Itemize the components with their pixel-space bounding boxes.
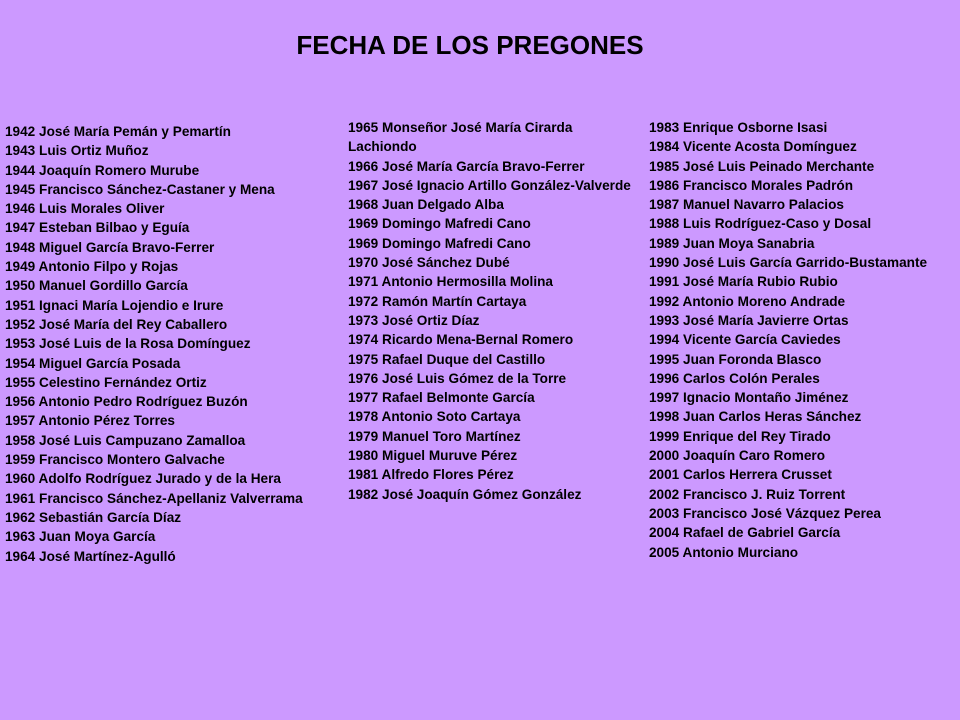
pregonero-entry: 1988 Luis Rodríguez-Caso y Dosal [649,216,872,232]
pregonero-entry: 1982 José Joaquín Gómez González [348,486,582,502]
pregonero-entry: 1989 Juan Moya Sanabria [649,235,815,251]
pregonero-entry: 1942 José María Pemán y Pemartín [5,124,231,139]
pregonero-entry: 1953 José Luis de la Rosa Domínguez [5,336,251,352]
pregonero-entry: 1943 Luis Ortiz Muñoz [5,143,149,159]
pregonero-entry: 1952 José María del Rey Caballero [5,316,228,332]
pregonero-entry: 1961 Francisco Sánchez-Apellaniz Valverrama [5,490,303,506]
pregonero-entry: 1970 José Sánchez Dubé [348,255,510,271]
pregonero-entry: 1992 Antonio Moreno Andrade [649,293,846,309]
pregonero-entry: 1978 Antonio Soto Cartaya [348,409,521,425]
pregonero-entry: 1972 Ramón Martín Cartaya [348,293,527,309]
pregonero-entry: 1962 Sebastián García Díaz [5,509,182,525]
pregonero-entry: 1969 Domingo Mafredi Cano [348,216,531,232]
pregonero-entry: 1995 Juan Foronda Blasco [649,351,822,367]
pregonero-entry: 1980 Miguel Muruve Pérez [348,448,518,464]
pregonero-entry: 2004 Rafael de Gabriel García [649,525,841,541]
pregonero-entry: 1999 Enrique del Rey Tirado [649,428,831,444]
pregonero-entry: 1983 Enrique Osborne Isasi [649,120,828,135]
pregonero-entry: 1946 Luis Morales Oliver [5,201,165,217]
pregonero-entry: 1987 Manuel Navarro Palacios [649,197,844,213]
pregonero-entry: 1979 Manuel Toro Martínez [348,428,521,444]
slide-title: FECHA DE LOS PREGONES [296,30,644,60]
pregonero-entry: 1986 Francisco Morales Padrón [649,177,853,193]
pregonero-entry: 1958 José Luis Campuzano Zamalloa [5,432,246,448]
pregonero-entry: 1959 Francisco Montero Galvache [5,452,225,468]
pregonero-entry: 1969 Domingo Mafredi Cano [348,235,531,251]
pregonero-entry: 1963 Juan Moya García [5,529,156,545]
pregoneros-column-3 [649,118,939,562]
pregonero-entry: 1951 Ignaci María Lojendio e Irure [5,297,224,313]
pregonero-entry: 1945 Francisco Sánchez-Castaner y Mena [5,181,275,197]
pregonero-entry: 1971 Antonio Hermosilla Molina [348,274,553,290]
pregonero-entry: 1975 Rafael Duque del Castillo [348,351,546,367]
pregonero-entry: 2003 Francisco José Vázquez Perea [649,505,881,521]
pregonero-entry: 1956 Antonio Pedro Rodríguez Buzón [5,394,248,410]
pregonero-entry: 1965 Monseñor José María Cirarda Lachiondo [348,120,573,155]
pregonero-entry: 1948 Miguel García Bravo-Ferrer [5,239,215,255]
pregonero-entry: 2005 Antonio Murciano [649,544,799,560]
pregonero-entry: 1984 Vicente Acosta Domínguez [649,139,857,155]
pregonero-entry: 1968 Juan Delgado Alba [348,197,504,213]
pregonero-entry: 1974 Ricardo Mena-Bernal Romero [348,332,574,348]
pregoneros-column-2 [348,118,633,504]
pregonero-entry: 2002 Francisco J. Ruiz Torrent [649,486,846,502]
pregonero-entry: 1947 Esteban Bilbao y Eguía [5,220,190,236]
pregonero-entry: 1985 José Luis Peinado Merchante [649,158,875,174]
pregonero-entry: 1960 Adolfo Rodríguez Jurado y de la Hera [5,471,281,487]
pregonero-entry: 1954 Miguel García Posada [5,355,181,371]
pregonero-entry: 1981 Alfredo Flores Pérez [348,467,514,483]
pregonero-entry: 1991 José María Rubio Rubio [649,274,838,290]
pregonero-entry: 1973 José Ortiz Díaz [348,312,480,328]
pregonero-entry: 1977 Rafael Belmonte García [348,390,535,406]
pregonero-entry: 1950 Manuel Gordillo García [5,278,188,294]
pregonero-entry: 1993 José María Javierre Ortas [649,312,849,328]
pregonero-entry: 1994 Vicente García Caviedes [649,332,841,348]
pregonero-entry: 2000 Joaquín Caro Romero [649,448,826,464]
pregonero-entry: 1997 Ignacio Montaño Jiménez [649,390,849,406]
pregonero-entry: 1990 José Luis García Garrido-Bustamante [649,255,928,271]
pregonero-entry: 1998 Juan Carlos Heras Sánchez [649,409,862,425]
pregonero-entry: 1996 Carlos Colón Perales [649,370,820,386]
pregoneros-column-1 [5,122,340,566]
pregonero-entry: 1966 José María García Bravo-Ferrer [348,158,585,174]
pregonero-entry: 1944 Joaquín Romero Murube [5,162,200,178]
pregonero-entry: 1949 Antonio Filpo y Rojas [5,259,179,275]
pregonero-entry: 1955 Celestino Fernández Ortiz [5,374,207,390]
pregonero-entry: 2001 Carlos Herrera Crusset [649,467,832,483]
pregonero-entry: 1957 Antonio Pérez Torres [5,413,175,429]
pregonero-entry: 1964 José Martínez-Agulló [5,548,176,564]
pregonero-entry: 1967 José Ignacio Artillo González-Valverde [348,177,631,193]
pregonero-entry: 1976 José Luis Gómez de la Torre [348,370,567,386]
